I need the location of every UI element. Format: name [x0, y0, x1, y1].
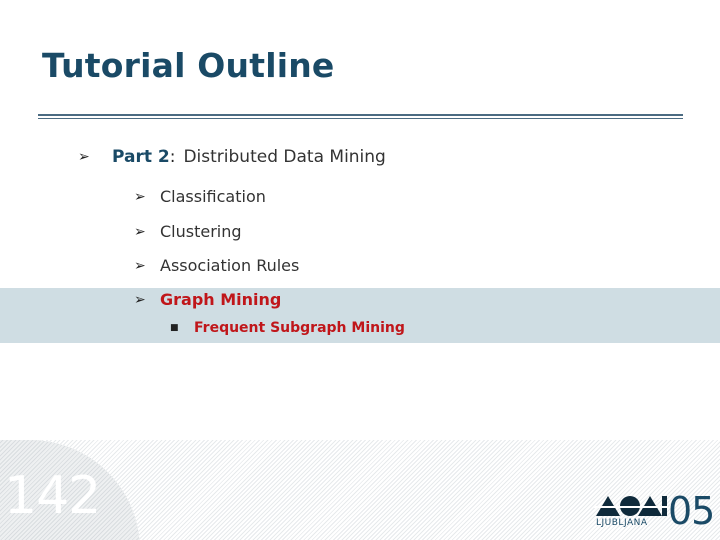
square-bullet-icon: ■	[170, 323, 179, 333]
arrow-bullet-icon: ➢	[134, 257, 146, 274]
logo-year: 05	[668, 489, 715, 533]
slide-number: 142	[4, 466, 101, 526]
outline-item-label: Clustering	[160, 222, 242, 241]
outline-item	[134, 187, 266, 206]
outline-item-label: Graph Mining	[160, 290, 282, 309]
part-label: Part 2	[112, 147, 170, 167]
outline-subitem-label: Frequent Subgraph Mining	[194, 320, 405, 336]
outline-item-label: Association Rules	[160, 256, 300, 275]
outline-item	[134, 256, 299, 275]
outline-subitem	[170, 320, 405, 336]
arrow-bullet-icon: ➢	[78, 149, 90, 165]
title-divider	[38, 114, 683, 116]
part-separator: :	[169, 147, 176, 167]
slide-title: Tutorial Outline	[42, 46, 335, 85]
arrow-bullet-icon: ➢	[134, 188, 146, 205]
logo-word: LJUBLJANA	[596, 518, 648, 528]
outline-item-current	[134, 290, 281, 309]
outline-part	[78, 147, 386, 167]
logo-mark-icon	[594, 492, 668, 518]
arrow-bullet-icon: ➢	[134, 291, 146, 308]
conference-logo	[594, 489, 716, 534]
title-divider-thin	[38, 118, 683, 119]
outline-item-label: Classification	[160, 187, 266, 206]
outline-item	[134, 222, 242, 241]
arrow-bullet-icon: ➢	[134, 223, 146, 240]
part-title: Distributed Data Mining	[183, 147, 386, 167]
